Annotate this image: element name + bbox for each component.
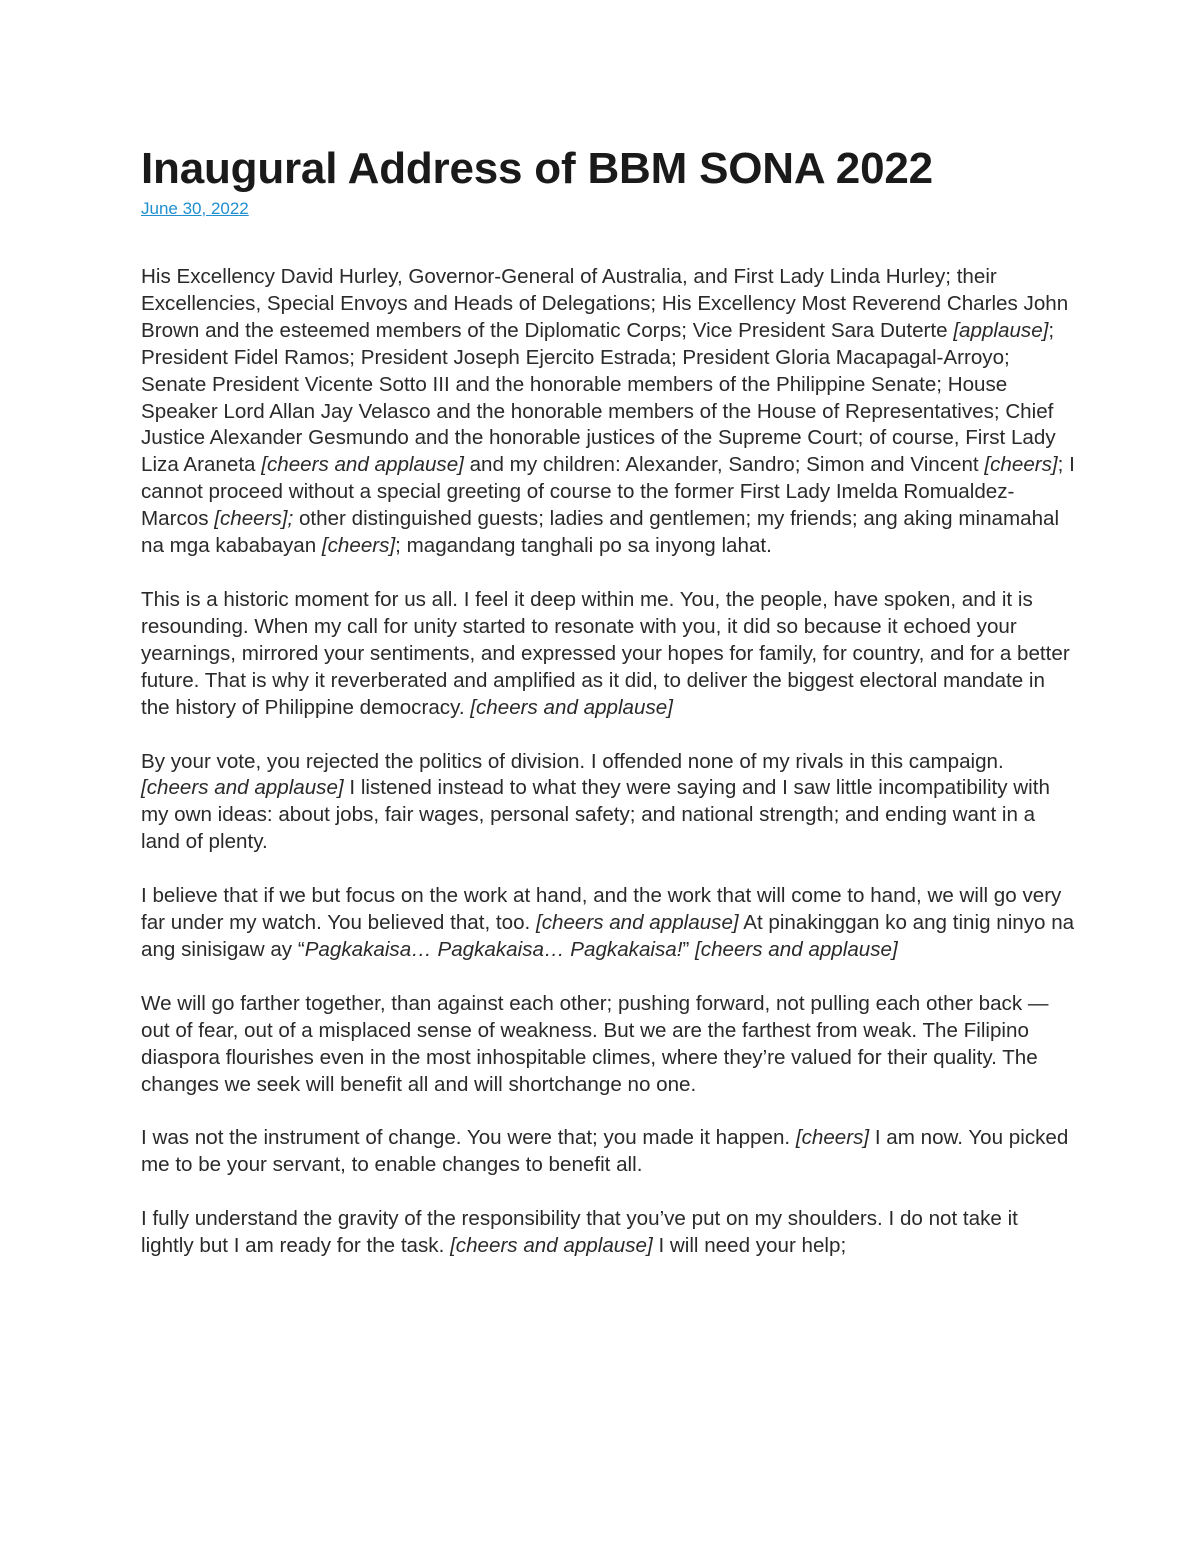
stage-direction: [cheers] [984,453,1058,477]
paragraph-text: We will go farther together, than against each other; pushing forward, not pulling each other back — out of fear, out of a misplaced sense of weakness. But we are the farthest from weak. The Filipino diaspora flourishes even in the most inhospitable climes, where they’re valued for their quality. The changes we seek will benefit all and will shortchange no one. [141,991,1049,1096]
stage-direction: [cheers] [321,534,396,558]
document-title: Inaugural Address of BBM SONA 2022 [141,144,933,193]
document-page [141,140,1076,1287]
body-paragraph [141,991,1076,1099]
document-body [141,264,1076,1260]
body-paragraph [141,749,1076,857]
paragraph-text: ” [682,937,696,961]
paragraph-text: ; President Fidel Ramos; President Joseph Ejercito Estrada; President Gloria Macapagal-Arroyo; Senate President Vicente Sotto III and the honorable members of the Philippine Senate; House Speaker Lord Allan Jay Velasco and the honorable members of the House of Representatives; Chief Justice Alexander Gesmundo and the honorable justices of the Supreme Court; of course, First Lady Liza Araneta [141,318,1056,477]
stage-direction: [cheers and applause] [470,695,673,719]
body-paragraph [141,1125,1076,1179]
stage-direction: [cheers and applause] [535,911,739,935]
paragraph-text: By your vote, you rejected the politics of division. I offended none of my rivals in this campaign. [141,749,1004,773]
paragraph-text: and my children: Alexander, Sandro; Simon and Vincent [463,453,985,477]
stage-direction: [cheers]; [214,507,294,531]
paragraph-text: I was not the instrument of change. You were that; you made it happen. [141,1126,796,1150]
stage-direction: [cheers and applause] [141,776,344,800]
paragraph-text: At pinakinggan ko ang tinig ninyo na ang sinisigaw ay “ [141,911,1075,961]
paragraph-text: I believe that if we but focus on the work at hand, and the work that will come to hand, we will go very far under my watch. You believed that, too. [141,884,1062,935]
paragraph-text: This is a historic moment for us all. I feel it deep within me. You, the people, have spoken, and it is resounding. When my call for unity started to resonate with you, it did so because it echoed your yearnings, mirrored your sentiments, and expressed your hopes for family, for country, and for a better future. That is why it reverberated and amplified as it did, to deliver the biggest electoral mandate in the history of Philippine democracy. [141,587,1070,719]
paragraph-text: ; magandang tanghali po sa inyong lahat. [395,534,772,558]
stage-direction: [cheers and applause] [450,1234,653,1258]
paragraph-text: I am now. You picked me to be your servant, to enable changes to benefit all. [141,1126,1069,1177]
stage-direction: [applause] [953,318,1049,342]
paragraph-text: ; I cannot proceed without a special greeting of course to the former First Lady Imelda Romualdez-Marcos [141,453,1075,531]
paragraph-text: I fully understand the gravity of the responsibility that you’ve put on my shoulders. I do not take it lightly but I am ready for the task. [141,1207,1018,1258]
body-paragraph [141,883,1076,964]
body-paragraph [141,1206,1076,1260]
paragraph-text: I will need your help; [652,1234,847,1258]
paragraph-text: I listened instead to what they were saying and I saw little incompatibility with my own ideas: about jobs, fair wages, personal safety; and national strength; and ending want in a land of plenty. [141,776,1050,854]
stage-direction: [cheers] [795,1126,870,1150]
date-link[interactable]: June 30, 2022 [141,199,249,218]
stage-direction: [cheers and applause] [261,453,464,477]
body-paragraph [141,264,1076,560]
paragraph-text: other distinguished guests; ladies and gentlemen; my friends; ang aking minamahal na mga kababayan [141,507,1060,558]
stage-direction: [cheers and applause] [695,937,898,961]
body-paragraph [141,587,1076,722]
paragraph-text: His Excellency David Hurley, Governor-General of Australia, and First Lady Linda Hurley; their Excellencies, Special Envoys and Heads of Delegations; His Excellency Most Reverend Charles John Brown and the esteemed members of the Diplomatic Corps; Vice President Sara Duterte [141,265,1069,342]
stage-direction: Pagkakaisa… Pagkakaisa… Pagkakaisa! [304,937,683,961]
